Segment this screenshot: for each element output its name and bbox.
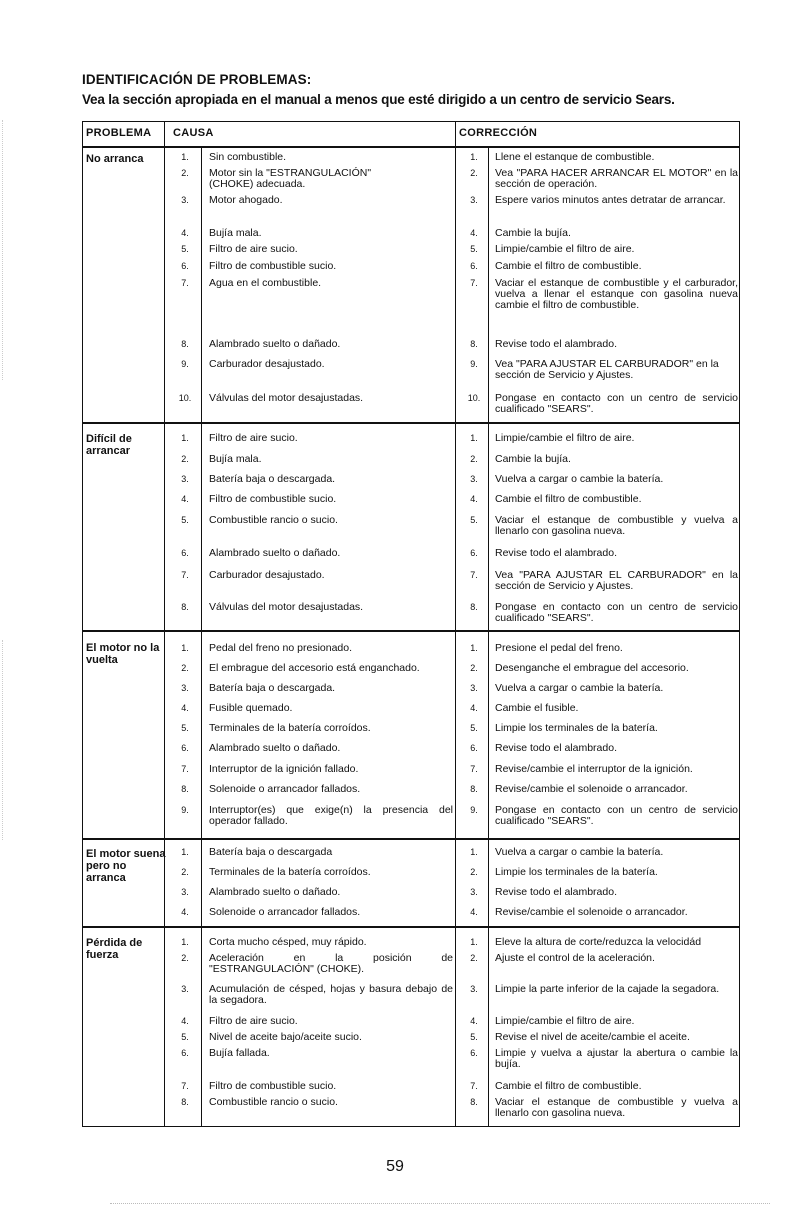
correction-number: 4. [470,494,478,504]
correction-number: 2. [470,454,478,464]
cause-number: 2. [181,663,189,673]
problem-label: Difícil de arrancar [86,433,132,457]
correction-number: 5. [470,515,478,525]
cause-number: 3. [181,683,189,693]
cause-number: 8. [181,339,189,349]
section-rule [83,422,739,424]
header-rule [83,146,739,148]
correction-number: 7. [470,1081,478,1091]
cause-text: Terminales de la batería corroídos. [209,866,371,878]
cause-number: 1. [181,937,189,947]
correction-number: 8. [470,339,478,349]
correction-text: Cambie el filtro de combustible. [495,260,642,272]
correction-number: 1. [470,152,478,162]
cause-text: Alambrado suelto o dañado. [209,742,341,754]
correction-number: 3. [470,195,478,205]
cause-number: 6. [181,743,189,753]
cause-text: Sin combustible. [209,151,287,163]
correction-text: Vuelva a cargar o cambie la batería. [495,682,664,694]
cause-number: 3. [181,195,189,205]
correction-text: Revise todo el alambrado. [495,547,617,559]
correction-number: 7. [470,570,478,580]
cause-number: 4. [181,703,189,713]
cause-text: Interruptor(es) que exige(n) la presencia del operador fallado. [209,804,453,827]
cause-text: Batería baja o descargada [209,846,333,858]
scan-edge-artifact [2,120,3,380]
correction-text: Revise todo el alambrado. [495,742,617,754]
correction-number: 2. [470,867,478,877]
correction-number: 6. [470,548,478,558]
correction-number: 4. [470,907,478,917]
correction-number: 9. [470,359,478,369]
cause-text: Filtro de aire sucio. [209,243,298,255]
cause-text: Alambrado suelto o dañado. [209,547,341,559]
correction-text: Vaciar el estanque de combustible y vuelva a llenarlo con gasolina nueva. [495,1096,738,1119]
cause-number: 9. [181,805,189,815]
correction-number: 5. [470,1032,478,1042]
cause-number: 10. [178,393,192,403]
cause-text: Solenoide o arrancador fallados. [209,783,361,795]
correction-text: Pongase en contacto con un centro de servicio cualificado "SEARS". [495,804,738,827]
correction-number: 6. [470,743,478,753]
correction-number: 6. [470,1048,478,1058]
correction-number: 3. [470,474,478,484]
cause-text: Aceleración en la posición de "ESTRANGULACIÓN" (CHOKE). [209,952,453,975]
scan-edge-artifact [2,640,3,840]
cause-number: 8. [181,784,189,794]
correction-text: Pongase en contacto con un centro de servicio cualificado "SEARS". [495,601,738,624]
correction-number: 7. [470,278,478,288]
cause-number: 4. [181,228,189,238]
cause-text: Carburador desajustado. [209,358,325,370]
correction-number: 1. [470,847,478,857]
correction-text: Vea "PARA HACER ARRANCAR EL MOTOR" en la sección de operación. [495,167,738,190]
cause-number: 6. [181,261,189,271]
cause-number: 1. [181,152,189,162]
correction-text: Limpie/cambie el filtro de aire. [495,432,635,444]
cause-text: Acumulación de césped, hojas y basura debajo de la segadora. [209,983,453,1006]
cause-number: 2. [181,867,189,877]
cause-text: Alambrado suelto o dañado. [209,886,341,898]
cause-text: Válvulas del motor desajustadas. [209,601,364,613]
correction-number: 3. [470,683,478,693]
correction-text: Cambie la bujía. [495,453,571,465]
correction-number: 1. [470,433,478,443]
correction-text: Cambie la bujía. [495,227,571,239]
problem-label: Pérdida de fuerza [86,937,143,961]
correction-number: 5. [470,244,478,254]
correction-text: Vuelva a cargar o cambie la batería. [495,473,664,485]
correction-text: Llene el estanque de combustible. [495,151,655,163]
correction-number: 2. [470,168,478,178]
correction-number: 6. [470,261,478,271]
section-rule [83,630,739,632]
cause-text: Batería baja o descargada. [209,473,336,485]
cause-text: El embrague del accesorio está enganchado. [209,662,420,674]
cause-text: Combustible rancio o sucio. [209,514,338,526]
cause-text: Bujía mala. [209,227,262,239]
cause-text: Solenoide o arrancador fallados. [209,906,361,918]
cause-text: Agua en el combustible. [209,277,322,289]
cause-number: 7. [181,1081,189,1091]
cause-text: Batería baja o descargada. [209,682,336,694]
cause-text: Motor sin la "ESTRANGULACIÓN" (CHOKE) adecuada. [209,167,372,190]
correction-text: Revise el nivel de aceite/cambie el aceite. [495,1031,690,1043]
cause-text: Terminales de la batería corroídos. [209,722,371,734]
cause-number: 7. [181,764,189,774]
correction-text: Revise todo el alambrado. [495,886,617,898]
correction-text: Limpie la parte inferior de la cajade la segadora. [495,983,720,995]
problem-label: No arranca [86,153,144,165]
correction-text: Vaciar el estanque de combustible y vuelva a llenarlo con gasolina nueva. [495,514,738,537]
cause-text: Válvulas del motor desajustadas. [209,392,364,404]
correction-text: Cambie el filtro de combustible. [495,1080,642,1092]
correction-text: Desenganche el embrague del accesorio. [495,662,689,674]
cause-number: 9. [181,359,189,369]
correction-number: 4. [470,228,478,238]
correction-number: 3. [470,984,478,994]
cause-number: 2. [181,454,189,464]
correction-text: Limpie los terminales de la batería. [495,866,658,878]
cause-text: Pedal del freno no presionado. [209,642,353,654]
column-rule [488,147,489,1126]
header-cause: CAUSA [173,127,214,139]
cause-number: 4. [181,907,189,917]
correction-text: Vea "PARA AJUSTAR EL CARBURADOR" en la sección de Servicio y Ajustes. [495,569,738,592]
correction-text: Cambie el filtro de combustible. [495,493,642,505]
correction-text: Ajuste el control de la aceleración. [495,952,655,964]
correction-text: Presione el pedal del freno. [495,642,623,654]
cause-number: 3. [181,474,189,484]
cause-number: 5. [181,244,189,254]
column-rule [164,122,165,1126]
cause-number: 7. [181,570,189,580]
correction-text: Limpie y vuelva a ajustar la abertura o cambie la bujía. [495,1047,738,1070]
correction-text: Limpie/cambie el filtro de aire. [495,1015,635,1027]
cause-number: 3. [181,887,189,897]
cause-text: Corta mucho césped, muy rápido. [209,936,367,948]
page-subtitle: Vea la sección apropiada en el manual a menos que esté dirigido a un centro de servicio Sears. [82,92,675,107]
cause-number: 1. [181,433,189,443]
problem-label: El motor suena pero no arranca [86,848,166,884]
problem-label: El motor no la vuelta [86,642,160,666]
correction-number: 1. [470,937,478,947]
correction-text: Revise/cambie el interruptor de la ignición. [495,763,693,775]
cause-number: 5. [181,1032,189,1042]
cause-text: Nivel de aceite bajo/aceite sucio. [209,1031,362,1043]
correction-text: Eleve la altura de corte/reduzca la velocidád [495,936,702,948]
cause-text: Filtro de aire sucio. [209,1015,298,1027]
cause-number: 3. [181,984,189,994]
cause-number: 7. [181,278,189,288]
correction-number: 4. [470,703,478,713]
correction-number: 2. [470,663,478,673]
cause-number: 2. [181,168,189,178]
cause-text: Interruptor de la ignición fallado. [209,763,359,775]
cause-number: 4. [181,494,189,504]
cause-number: 4. [181,1016,189,1026]
troubleshooting-table [82,121,740,1127]
section-rule [83,838,739,840]
correction-number: 8. [470,784,478,794]
cause-text: Bujía mala. [209,453,262,465]
correction-text: Pongase en contacto con un centro de servicio cualificado "SEARS". [495,392,738,415]
column-rule [455,122,456,1126]
header-problem: PROBLEMA [86,127,152,139]
cause-text: Bujía fallada. [209,1047,270,1059]
cause-number: 1. [181,847,189,857]
cause-text: Filtro de aire sucio. [209,432,298,444]
page-title: IDENTIFICACIÓN DE PROBLEMAS: [82,72,312,87]
cause-text: Combustible rancio o sucio. [209,1096,338,1108]
cause-number: 8. [181,602,189,612]
correction-text: Limpie/cambie el filtro de aire. [495,243,635,255]
correction-number: 10. [467,393,481,403]
correction-text: Limpie los terminales de la batería. [495,722,658,734]
correction-text: Revise todo el alambrado. [495,338,617,350]
cause-text: Filtro de combustible sucio. [209,260,337,272]
correction-text: Vuelva a cargar o cambie la batería. [495,846,664,858]
cause-text: Alambrado suelto o dañado. [209,338,341,350]
cause-number: 2. [181,953,189,963]
cause-number: 6. [181,1048,189,1058]
correction-text: Espere varios minutos antes detratar de arrancar. [495,194,726,206]
cause-number: 6. [181,548,189,558]
section-rule [83,926,739,928]
scan-edge-artifact [110,1203,770,1204]
cause-number: 5. [181,515,189,525]
cause-text: Carburador desajustado. [209,569,325,581]
correction-text: Revise/cambie el solenoide o arrancador. [495,783,688,795]
cause-number: 1. [181,643,189,653]
correction-number: 8. [470,602,478,612]
correction-number: 5. [470,723,478,733]
correction-text: Vea "PARA AJUSTAR EL CARBURADOR" en la sección de Servicio y Ajustes. [495,358,719,381]
cause-text: Filtro de combustible sucio. [209,1080,337,1092]
correction-text: Cambie el fusible. [495,702,579,714]
page-number: 59 [386,1158,404,1175]
cause-text: Motor ahogado. [209,194,283,206]
correction-number: 3. [470,887,478,897]
correction-number: 1. [470,643,478,653]
correction-number: 4. [470,1016,478,1026]
column-rule [201,147,202,1126]
correction-text: Revise/cambie el solenoide o arrancador. [495,906,688,918]
cause-text: Fusible quemado. [209,702,293,714]
cause-text: Filtro de combustible sucio. [209,493,337,505]
cause-number: 5. [181,723,189,733]
correction-number: 8. [470,1097,478,1107]
correction-number: 7. [470,764,478,774]
correction-text: Vaciar el estanque de combustible y el carburador, vuelva a llenar el estanque con gasolina nueva cambie el filtro de combustible. [495,277,738,311]
header-correction: CORRECCIÓN [459,127,538,139]
correction-number: 9. [470,805,478,815]
correction-number: 2. [470,953,478,963]
cause-number: 8. [181,1097,189,1107]
